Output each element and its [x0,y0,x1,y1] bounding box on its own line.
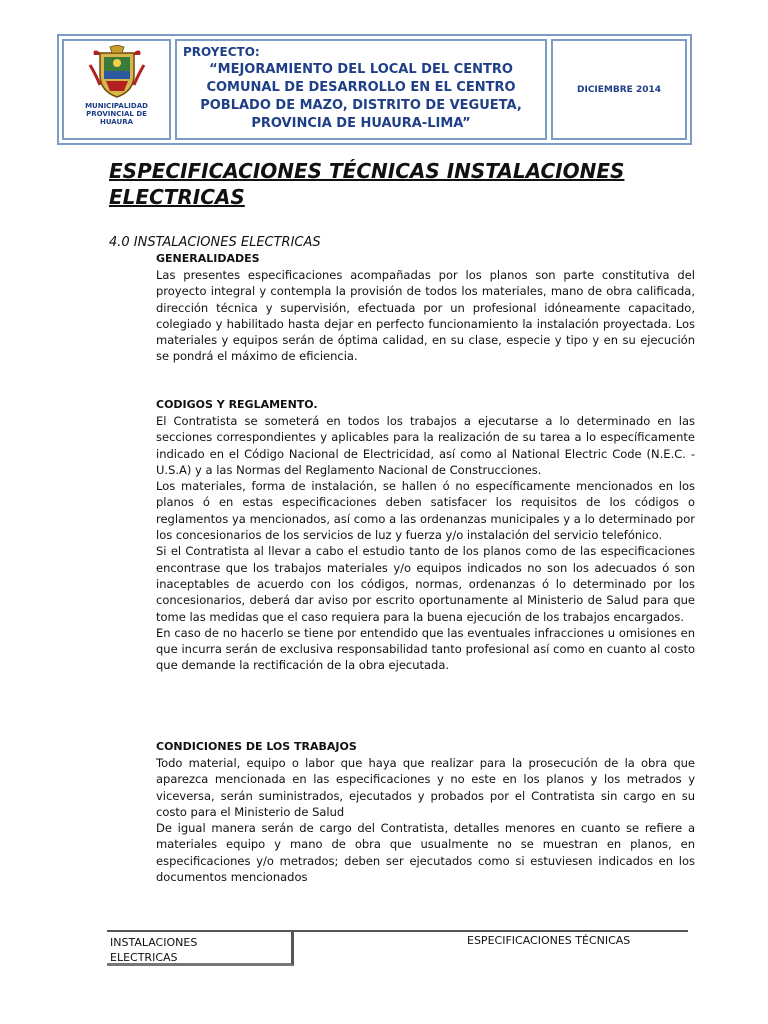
logo-caption [64,102,169,126]
project-cell [175,39,547,140]
page-title [109,158,669,210]
project-label: PROYECTO: [183,45,260,59]
project-title [179,61,543,133]
date-cell [551,39,687,140]
body-paragraph: Si el Contratista al llevar a cabo el estudio tanto de los planos como de las especificaciones encontrase que los trabajos materiales y/o equipos indicados no son los adecuados ó son inaceptables de acuerdo con los códigos, normas, ordenanzas ó lo determinado por los concesionarios, deberá dar aviso por escrito oportunamente al Ministerio de Salud para que tome las medidas que el caso requiera para la buena ejecución de los trabajos encargados. [156,544,695,624]
page-title-line: ESPECIFICACIONES TÉCNICAS INSTALACIONES [109,159,625,183]
project-title-line: COMUNAL DE DESARROLLO EN EL CENTRO [206,80,516,95]
body-paragraph: De igual manera serán de cargo del Contratista, detalles menores en cuanto se refiere a materiales equipo y mano de obra que usualmente no se muestran en planos, en especificaciones y/o metrados; deben ser ejecutados como si estuviesen indicados en los documentos mencionados [156,821,695,885]
page-title-line: ELECTRICAS [109,185,245,209]
project-title-line: “MEJORAMIENTO DEL LOCAL DEL CENTRO [209,62,513,77]
municipal-crest-icon [88,45,146,99]
body-paragraph: Las presentes especificaciones acompañadas por los planos son parte constitutiva del proyecto integral y contempla la provisión de todos los materiales, mano de obra calificada, dirección técnica y supervisión, efectuada por un profesional idóneamente capacitado, colegiado y habilitado hasta dejar en perfecto funcionamiento la instalación proyectada. Los materiales y equipos serán de óptima calidad, en su clase, especie y tipo y en su ejecución se pondrá el máximo de eficiencia. [156,268,695,364]
subsection-heading: CODIGOS Y REGLAMENTO. [156,398,318,411]
footer-left-line: ELECTRICAS [110,951,178,964]
logo-cell [62,39,171,140]
footer-left-line: INSTALACIONES [110,936,198,949]
subsection-heading: GENERALIDADES [156,252,260,265]
body-paragraph: Los materiales, forma de instalación, se hallen ó no específicamente mencionados en los planos ó en estas especificaciones deben satisfacer los requisitos de los códigos o reglamentos ya mencionados, así como a las ordenanzas municipales y a lo determinado por los concesionarios de los servicios de luz y fuerza y/o instalación del servicio telefónico. [156,479,695,543]
footer-divider [294,930,688,932]
condiciones-section [156,739,695,885]
logo-caption-line: HUAURA [99,118,134,126]
body-paragraph: El Contratista se someterá en todos los trabajos a ejecutarse a lo determinado en las secciones correspondientes y aplicables para la realización de su tarea a lo específicamente indicado en el Código Nacional de Electricidad, así como al National Electric Code (N.E.C. - U.S.A) y a las Normas del Reglamento Nacional de Construcciones. [156,414,695,477]
subsection-heading: CONDICIONES DE LOS TRABAJOS [156,740,357,753]
logo-caption-line: PROVINCIAL DE [86,110,147,118]
document-header [57,34,692,145]
generalidades-section [156,251,695,365]
codigos-section [156,397,695,674]
logo-caption-line: MUNICIPALIDAD [85,102,148,110]
project-title-line: PROVINCIA DE HUAURA-LIMA” [251,116,471,131]
section-heading: 4.0 INSTALACIONES ELECTRICAS [109,235,321,250]
footer-right-text: ESPECIFICACIONES TÉCNICAS [467,934,631,947]
project-title-line: POBLADO DE MAZO, DISTRITO DE VEGUETA, [200,98,522,113]
footer-left-box [107,930,294,966]
document-date: DICIEMBRE 2014 [577,85,661,95]
body-paragraph: En caso de no hacerlo se tiene por entendido que las eventuales infracciones u omisiones en que incurra serán de exclusiva responsabilidad tanto profesional así como en cuanto al costo que demande la rectificación de la obra ejecutada. [156,625,695,673]
body-paragraph: Todo material, equipo o labor que haya que realizar para la prosecución de la obra que aparezca mencionada en las especificaciones y no este en los planos y los metrados y viceversa, serán suministrados, ejecutados y probados por el Contratista sin cargo en su costo para el Ministerio de Salud [156,756,695,819]
